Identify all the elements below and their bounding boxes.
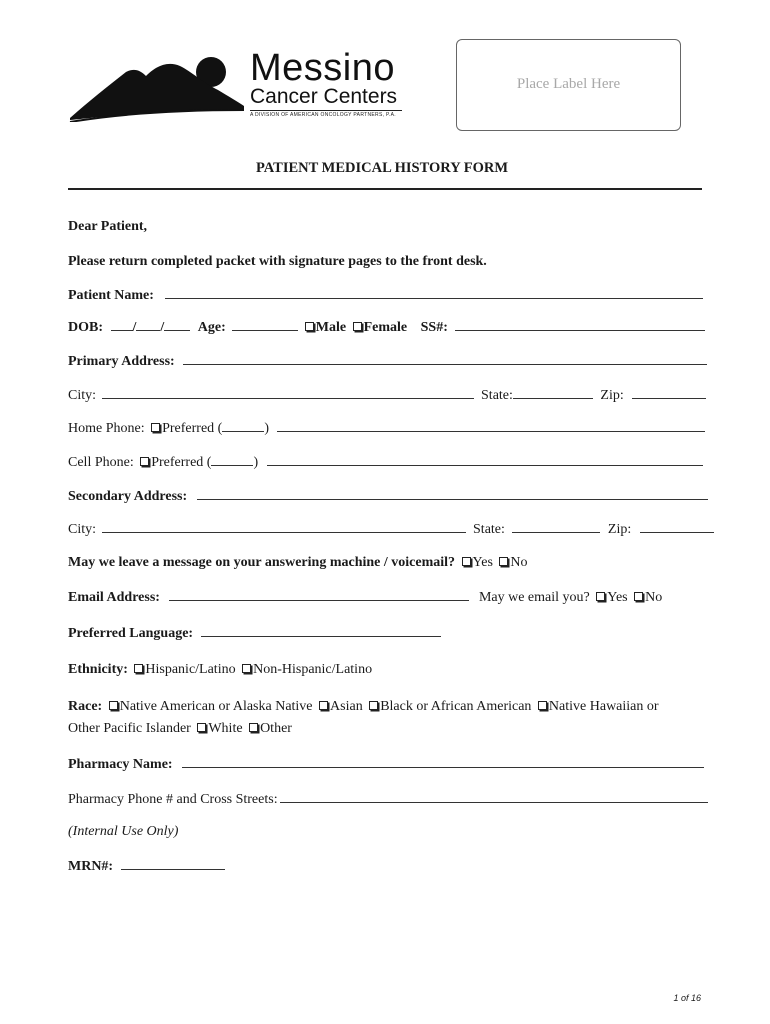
ethnicity-label: Ethnicity:	[68, 662, 128, 677]
race-black-label: Black or African American	[380, 699, 532, 714]
email-row	[68, 588, 662, 606]
dob-label: DOB:	[68, 320, 103, 335]
zip-label-2: Zip:	[607, 522, 632, 537]
ethnicity-row	[68, 661, 372, 679]
male-checkbox[interactable]	[305, 322, 314, 331]
race-hawaiian-label: Native Hawaiian or	[548, 699, 659, 714]
secondary-address-label: Secondary Address:	[68, 489, 188, 504]
female-label: Female	[363, 320, 408, 335]
email-no-checkbox[interactable]	[634, 592, 643, 601]
label-placeholder: Place Label Here	[516, 76, 621, 92]
title-divider	[68, 188, 702, 190]
age-label: Age:	[197, 320, 226, 335]
mrn-label: MRN#:	[68, 859, 114, 874]
patient-name-row	[68, 286, 703, 304]
city-row-2	[68, 520, 714, 538]
mountain-sun-logo-icon	[68, 50, 246, 122]
non-hispanic-checkbox[interactable]	[242, 664, 251, 673]
race-asian-checkbox[interactable]	[319, 701, 328, 710]
patient-name-label: Patient Name:	[68, 288, 154, 303]
home-phone-label: Home Phone:	[68, 421, 145, 436]
mrn-row	[68, 857, 225, 875]
race-other-checkbox[interactable]	[249, 723, 258, 732]
ss-label: SS#:	[420, 320, 448, 335]
page-number: 1 of 16	[673, 993, 701, 1003]
logo-divider	[250, 110, 402, 111]
language-row	[68, 624, 441, 642]
pharmacy-phone-field[interactable]	[280, 790, 708, 803]
pharmacy-name-field[interactable]	[182, 755, 704, 768]
greeting: Dear Patient,	[68, 219, 148, 234]
logo-subtitle: Cancer Centers	[250, 85, 398, 108]
pharmacy-phone-label: Pharmacy Phone # and Cross Streets:	[68, 792, 278, 807]
race-other-label: Other	[260, 721, 292, 736]
cell-preferred-label: Preferred (	[151, 455, 212, 470]
race-native-american-label: Native American or Alaska Native	[119, 699, 313, 714]
race-hawaiian-checkbox[interactable]	[538, 701, 547, 710]
dob-year-field[interactable]	[164, 318, 190, 331]
logo-tagline: A DIVISION OF AMERICAN ONCOLOGY PARTNERS, P.A.	[250, 112, 396, 118]
hispanic-checkbox[interactable]	[134, 664, 143, 673]
dob-month-field[interactable]	[111, 318, 133, 331]
voicemail-yes-label: Yes	[472, 555, 493, 570]
race-native-american-checkbox[interactable]	[109, 701, 118, 710]
email-label: Email Address:	[68, 590, 160, 605]
mrn-field[interactable]	[121, 857, 225, 870]
instruction-text: Please return completed packet with signature pages to the front desk.	[68, 254, 487, 269]
city-field-2[interactable]	[102, 520, 466, 533]
home-preferred-checkbox[interactable]	[151, 423, 160, 432]
cell-preferred-rank-field[interactable]	[211, 453, 253, 466]
primary-address-field[interactable]	[183, 352, 707, 365]
zip-field[interactable]	[632, 386, 706, 399]
email-no-label: No	[645, 590, 663, 605]
secondary-address-row	[68, 487, 708, 505]
messino-logo	[68, 47, 413, 125]
patient-label-box	[456, 39, 681, 131]
age-field[interactable]	[232, 318, 298, 331]
language-field[interactable]	[201, 624, 441, 637]
zip-label: Zip:	[600, 388, 624, 403]
race-hawaiian-label-2: Other Pacific Islander	[68, 721, 191, 736]
city-field[interactable]	[102, 386, 474, 399]
logo-name: Messino	[250, 47, 395, 89]
state-label-2: State:	[473, 522, 505, 537]
home-phone-field[interactable]	[277, 419, 705, 432]
primary-address-row	[68, 352, 707, 370]
male-label: Male	[315, 320, 347, 335]
cell-phone-row: Cell Phone: Preferred ( )	[68, 453, 703, 471]
city-label-2: City:	[68, 522, 97, 537]
race-black-checkbox[interactable]	[369, 701, 378, 710]
ss-field[interactable]	[455, 318, 705, 331]
city-label: City:	[68, 388, 97, 403]
state-field-2[interactable]	[512, 520, 600, 533]
race-white-checkbox[interactable]	[197, 723, 206, 732]
voicemail-question: May we leave a message on your answering machine / voicemail?	[68, 555, 456, 570]
voicemail-no-checkbox[interactable]	[499, 557, 508, 566]
zip-field-2[interactable]	[640, 520, 714, 533]
voicemail-no-label: No	[510, 555, 528, 570]
email-field[interactable]	[169, 588, 469, 601]
hispanic-label: Hispanic/Latino	[145, 662, 236, 677]
cell-preferred-checkbox[interactable]	[140, 457, 149, 466]
language-label: Preferred Language:	[68, 626, 194, 641]
patient-name-field[interactable]	[165, 286, 703, 299]
internal-use-note: (Internal Use Only)	[68, 824, 179, 839]
pharmacy-phone-row	[68, 790, 708, 808]
voicemail-row	[68, 554, 528, 572]
pharmacy-name-label: Pharmacy Name:	[68, 757, 173, 772]
primary-address-label: Primary Address:	[68, 354, 175, 369]
home-phone-row: Home Phone: Preferred ( )	[68, 419, 705, 437]
non-hispanic-label: Non-Hispanic/Latino	[253, 662, 373, 677]
cell-phone-field[interactable]	[267, 453, 703, 466]
email-yes-label: Yes	[607, 590, 628, 605]
home-preferred-rank-field[interactable]	[222, 419, 264, 432]
female-checkbox[interactable]	[353, 322, 362, 331]
home-preferred-label: Preferred (	[162, 421, 223, 436]
race-white-label: White	[208, 721, 243, 736]
state-field[interactable]	[513, 386, 593, 399]
state-label: State:	[481, 388, 513, 403]
email-yes-checkbox[interactable]	[596, 592, 605, 601]
cell-phone-label: Cell Phone:	[68, 455, 134, 470]
race-row	[68, 698, 659, 716]
race-asian-label: Asian	[330, 699, 363, 714]
pharmacy-name-row	[68, 755, 704, 773]
race-label: Race:	[68, 699, 103, 714]
email-question: May we email you?	[478, 590, 590, 605]
dob-day-field[interactable]	[136, 318, 160, 331]
voicemail-yes-checkbox[interactable]	[462, 557, 471, 566]
form-title: PATIENT MEDICAL HISTORY FORM	[256, 160, 509, 176]
city-row	[68, 386, 706, 404]
dob-row: DOB: / / Age: Male Female SS#:	[68, 318, 705, 336]
race-row-2	[68, 720, 292, 738]
secondary-address-field[interactable]	[197, 487, 708, 500]
